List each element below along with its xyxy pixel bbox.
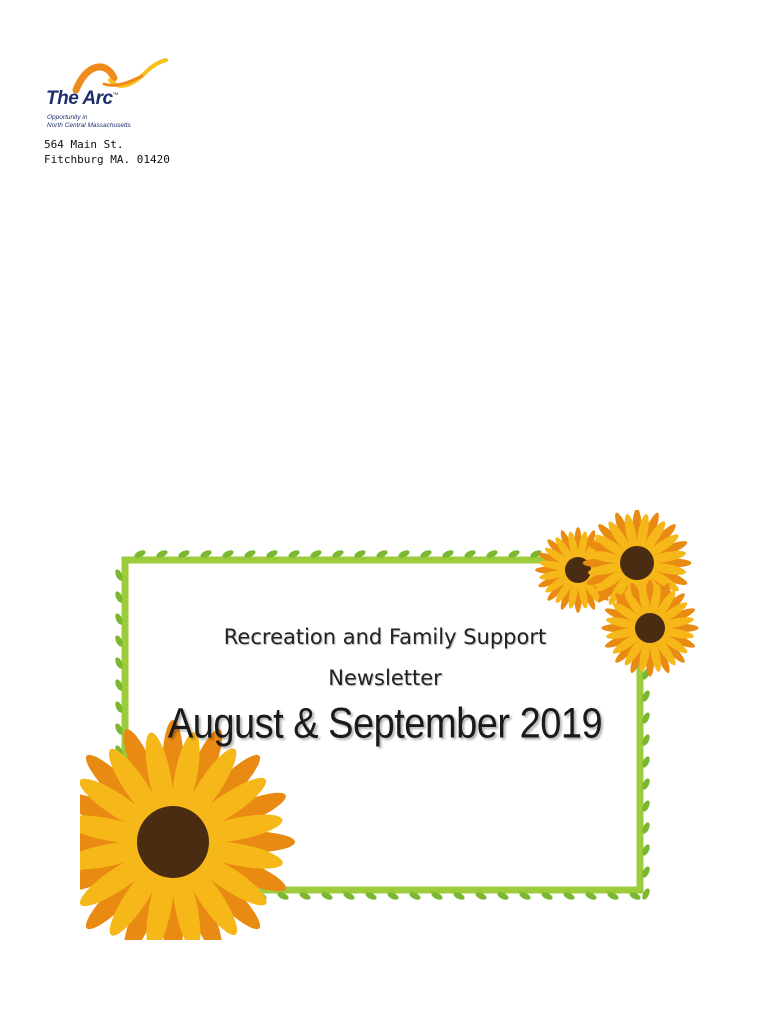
arc-logo	[44, 58, 204, 138]
sunflower-center	[137, 806, 209, 878]
logo-org-name: The Arc™	[46, 88, 119, 109]
address-city: Fitchburg MA. 01420	[44, 153, 170, 166]
address-street: 564 Main St.	[44, 138, 124, 151]
newsletter-title-line2: Newsletter	[328, 666, 442, 690]
sunflower-center	[620, 546, 654, 580]
newsletter-title-line1: Recreation and Family Support	[223, 625, 547, 649]
sunflower-icon	[80, 720, 295, 940]
mailing-address	[44, 137, 170, 167]
sunflower-center	[635, 613, 665, 643]
logo-tagline: Opportunity in North Central Massachusetts	[47, 114, 131, 129]
newsletter-date: August & September 2019	[167, 700, 603, 748]
